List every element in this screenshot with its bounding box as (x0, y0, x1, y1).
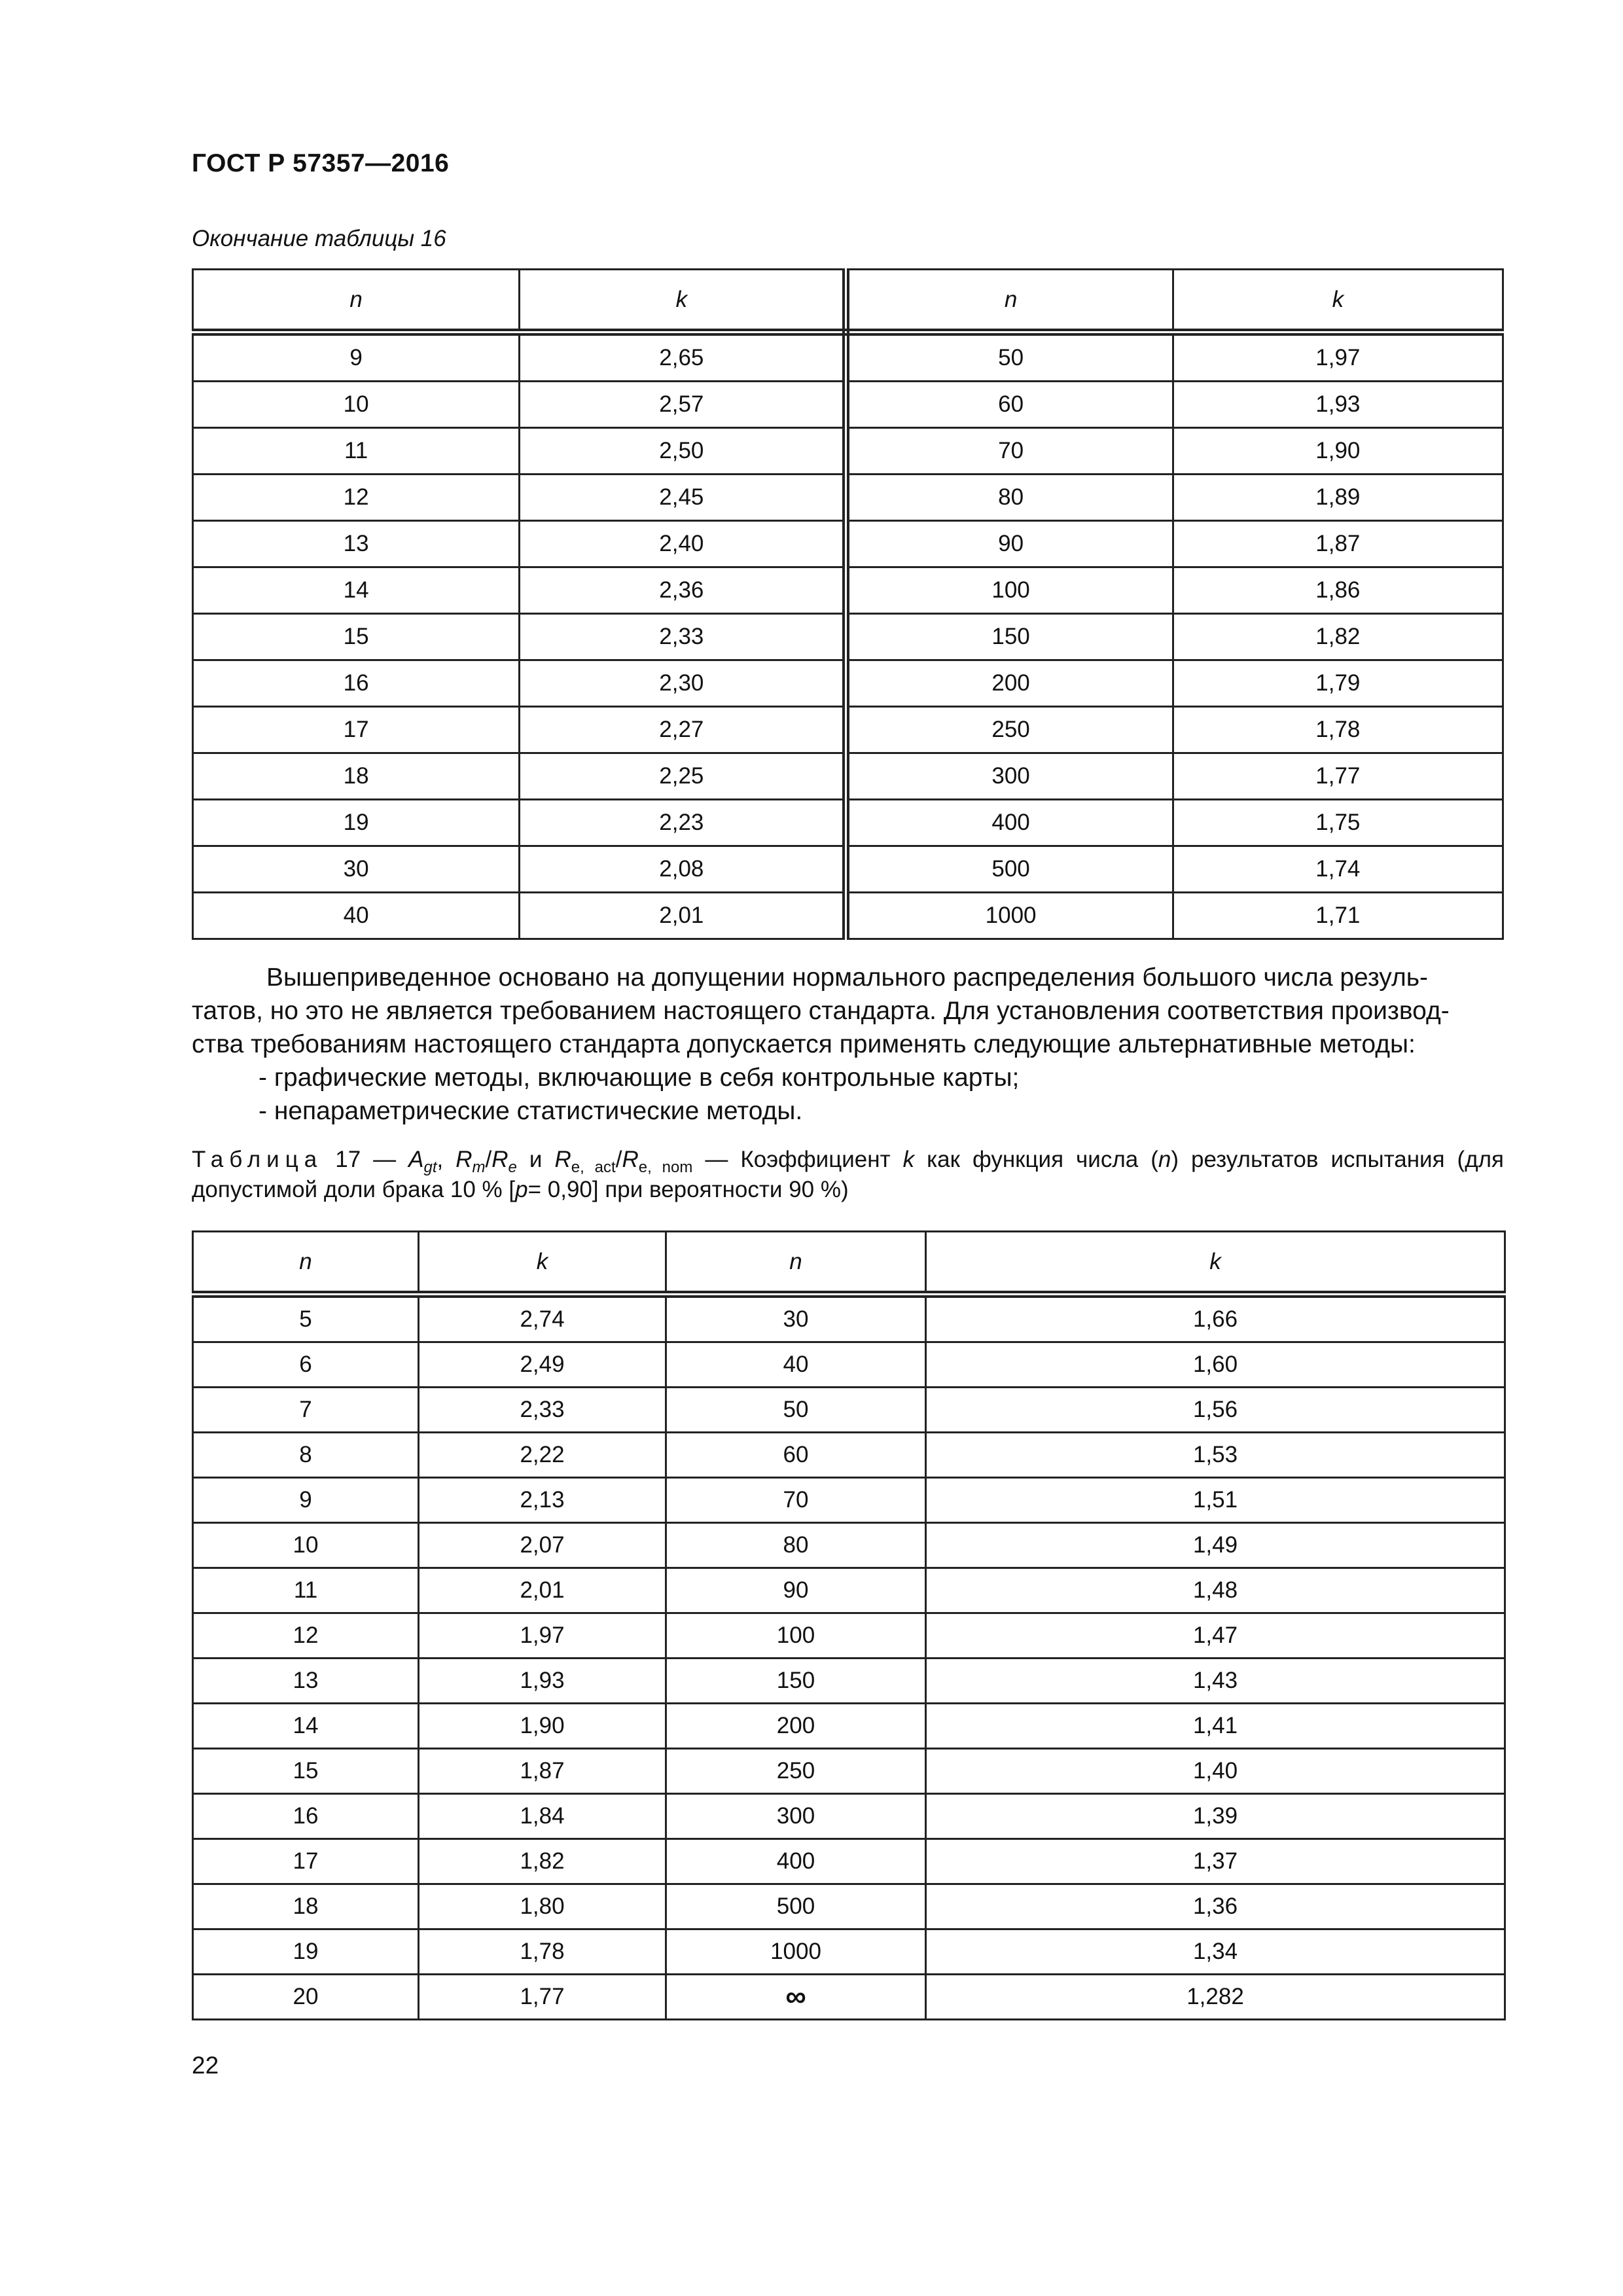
table-cell: 1,37 (926, 1839, 1505, 1884)
table-cell: 1,80 (419, 1884, 666, 1929)
table-row (193, 753, 1503, 800)
table-header-cell: k (520, 270, 846, 332)
table-cell: 2,33 (419, 1388, 666, 1433)
table-cell: 1,49 (926, 1523, 1505, 1568)
table-cell: 2,25 (520, 753, 846, 800)
table-cell: 1,47 (926, 1613, 1505, 1659)
table-cell: 1,97 (419, 1613, 666, 1659)
table-row (193, 707, 1503, 753)
table-cell: 2,07 (419, 1523, 666, 1568)
table-row (193, 1704, 1505, 1749)
table-cell: 15 (193, 1749, 419, 1794)
table-row (193, 382, 1503, 428)
symbol-sub-text: e, act (571, 1158, 616, 1176)
table-row (193, 614, 1503, 660)
table-cell: 8 (193, 1433, 419, 1478)
table-cell: 1,41 (926, 1704, 1505, 1749)
table-cell: 2,13 (419, 1478, 666, 1523)
table-cell: 12 (193, 1613, 419, 1659)
table-cell: 18 (193, 1884, 419, 1929)
table-cell: 1,89 (1173, 475, 1503, 521)
table-row (193, 1478, 1505, 1523)
table-cell: 1,84 (419, 1794, 666, 1839)
table-cell: 1,51 (926, 1478, 1505, 1523)
table-cell: 18 (193, 753, 520, 800)
table-header-cell: k (1173, 270, 1503, 332)
table-row (193, 1295, 1505, 1342)
caption-text: и (516, 1147, 555, 1172)
table-cell: 300 (846, 753, 1173, 800)
table-cell: 100 (846, 567, 1173, 614)
table-16 (192, 268, 1504, 940)
symbol-sub: m (472, 1158, 486, 1176)
table-cell: 1,86 (1173, 567, 1503, 614)
symbol-r: R (455, 1147, 473, 1172)
table-row (193, 893, 1503, 939)
page-number: 22 (192, 2052, 219, 2079)
table-17-caption (192, 1145, 1504, 1205)
table-16-caption: Окончание таблицы 16 (192, 226, 446, 251)
table-cell: ∞ (666, 1975, 926, 2020)
table-cell: 1,93 (419, 1659, 666, 1704)
table-cell: 1,74 (1173, 846, 1503, 893)
table-row (193, 1884, 1505, 1929)
table-cell: 14 (193, 1704, 419, 1749)
table-cell: 80 (666, 1523, 926, 1568)
table-row (193, 1794, 1505, 1839)
table-row (193, 475, 1503, 521)
symbol-a: A (408, 1147, 424, 1172)
symbol-r: R (491, 1147, 508, 1172)
table-cell: 1,82 (1173, 614, 1503, 660)
table-cell: 1,75 (1173, 800, 1503, 846)
table-row (193, 1433, 1505, 1478)
table-cell: 60 (666, 1433, 926, 1478)
table-cell: 500 (666, 1884, 926, 1929)
table-cell: 2,08 (520, 846, 846, 893)
symbol-n: n (1158, 1147, 1171, 1172)
table-cell: 1,93 (1173, 382, 1503, 428)
table-cell: 1,40 (926, 1749, 1505, 1794)
table-cell: 1,66 (926, 1295, 1505, 1342)
table-cell: 1,56 (926, 1388, 1505, 1433)
table-row (193, 1975, 1505, 2020)
table-cell: 40 (193, 893, 520, 939)
table-row (193, 1839, 1505, 1884)
table-cell: 70 (666, 1478, 926, 1523)
table-cell: 1,90 (419, 1704, 666, 1749)
table-header-cell: k (926, 1232, 1505, 1295)
table-cell: 100 (666, 1613, 926, 1659)
table-17 (192, 1230, 1506, 2020)
table-cell: 60 (846, 382, 1173, 428)
table-cell: 50 (666, 1388, 926, 1433)
table-cell: 1,43 (926, 1659, 1505, 1704)
table-cell: 16 (193, 660, 520, 707)
table-cell: 30 (193, 846, 520, 893)
table-cell: 1,48 (926, 1568, 1505, 1613)
caption-text: = 0,90] при вероятности 90 %) (527, 1177, 849, 1202)
table-cell: 1,39 (926, 1794, 1505, 1839)
symbol-sub: gt (423, 1158, 437, 1176)
table-row (193, 1659, 1505, 1704)
table-cell: 2,23 (520, 800, 846, 846)
symbol-k: k (902, 1147, 915, 1172)
table-cell: 2,40 (520, 521, 846, 567)
body-paragraph (192, 961, 1504, 1128)
table-cell: 2,49 (419, 1342, 666, 1388)
table-cell: 1,77 (1173, 753, 1503, 800)
caption-text: / (615, 1147, 622, 1172)
table-cell: 2,50 (520, 428, 846, 475)
table-cell: 1,90 (1173, 428, 1503, 475)
table-row (193, 332, 1503, 382)
table-cell: 13 (193, 521, 520, 567)
table-cell: 1,78 (419, 1929, 666, 1975)
table-cell: 2,65 (520, 332, 846, 382)
table-cell: 2,30 (520, 660, 846, 707)
symbol-sub (571, 1158, 616, 1176)
caption-number: 17 — (335, 1147, 409, 1172)
table-cell: 2,74 (419, 1295, 666, 1342)
table-cell: 1,97 (1173, 332, 1503, 382)
paragraph-line: Вышеприведенное основано на допущении нормального распределения большого числа резуль- (266, 963, 1429, 992)
table-cell: 10 (193, 1523, 419, 1568)
table-cell: 1,82 (419, 1839, 666, 1884)
table-header-cell: n (666, 1232, 926, 1295)
table-cell: 200 (666, 1704, 926, 1749)
table-cell: 400 (666, 1839, 926, 1884)
table-cell: 2,33 (520, 614, 846, 660)
table-cell: 150 (666, 1659, 926, 1704)
paragraph-line: ства требованиям настоящего стандарта допускается применять следующие альтернативные методы: (192, 1030, 1416, 1058)
table-cell: 2,22 (419, 1433, 666, 1478)
table-cell: 2,01 (419, 1568, 666, 1613)
table-cell: 70 (846, 428, 1173, 475)
table-cell: 2,27 (520, 707, 846, 753)
table-cell: 90 (666, 1568, 926, 1613)
table-header-cell: k (419, 1232, 666, 1295)
table-cell: 200 (846, 660, 1173, 707)
table-cell: 14 (193, 567, 520, 614)
table-cell: 19 (193, 800, 520, 846)
standard-header: ГОСТ Р 57357—2016 (192, 149, 450, 177)
table-cell: 2,45 (520, 475, 846, 521)
table-cell: 15 (193, 614, 520, 660)
caption-text: / (485, 1147, 492, 1172)
table-cell: 1000 (666, 1929, 926, 1975)
table-cell: 1,78 (1173, 707, 1503, 753)
table-row (193, 1523, 1505, 1568)
table-cell: 1000 (846, 893, 1173, 939)
table-cell: 50 (846, 332, 1173, 382)
table-row (193, 1388, 1505, 1433)
table-cell: 11 (193, 1568, 419, 1613)
table-cell: 17 (193, 1839, 419, 1884)
table-cell: 9 (193, 1478, 419, 1523)
table-row (193, 1929, 1505, 1975)
table-row (193, 1568, 1505, 1613)
table-cell: 250 (846, 707, 1173, 753)
table-cell: 11 (193, 428, 520, 475)
table-cell: 2,57 (520, 382, 846, 428)
table-header-cell: n (846, 270, 1173, 332)
caption-text: , (437, 1147, 456, 1172)
table-cell: 6 (193, 1342, 419, 1388)
symbol-sub (639, 1158, 693, 1176)
table-cell: 13 (193, 1659, 419, 1704)
table-row (193, 1342, 1505, 1388)
table-cell: 17 (193, 707, 520, 753)
table-cell: 1,87 (1173, 521, 1503, 567)
symbol-r: R (554, 1147, 571, 1172)
table-cell: 30 (666, 1295, 926, 1342)
table-row (193, 1749, 1505, 1794)
table-cell: 1,79 (1173, 660, 1503, 707)
symbol-p: p (515, 1177, 528, 1202)
table-cell: 9 (193, 332, 520, 382)
table-row (193, 800, 1503, 846)
table-cell: 10 (193, 382, 520, 428)
table-row (193, 567, 1503, 614)
table-cell: 250 (666, 1749, 926, 1794)
table-row (193, 846, 1503, 893)
table-row (193, 660, 1503, 707)
table-cell: 2,01 (520, 893, 846, 939)
table-cell: 1,53 (926, 1433, 1505, 1478)
table-cell: 1,71 (1173, 893, 1503, 939)
list-item: - непараметрические статистические методы. (259, 1097, 803, 1125)
symbol-sub: e (508, 1158, 517, 1176)
table-header-cell: n (193, 270, 520, 332)
caption-text: как функция числа ( (914, 1147, 1158, 1172)
table-cell: 500 (846, 846, 1173, 893)
table-cell: 7 (193, 1388, 419, 1433)
table-cell: 12 (193, 475, 520, 521)
list-item: - графические методы, включающие в себя контрольные карты; (259, 1064, 1020, 1092)
table-cell: 19 (193, 1929, 419, 1975)
table-cell: 1,60 (926, 1342, 1505, 1388)
caption-label: Таблица (192, 1147, 323, 1172)
table-cell: 5 (193, 1295, 419, 1342)
table-header-cell: n (193, 1232, 419, 1295)
table-cell: 90 (846, 521, 1173, 567)
table-17-header-row (193, 1232, 1505, 1295)
caption-text: ) результатов испытания (для допустимой доли брака 10 % [ (192, 1147, 1505, 1202)
table-row (193, 521, 1503, 567)
table-cell: 400 (846, 800, 1173, 846)
symbol-sub-text: e, nom (638, 1158, 693, 1176)
table-cell: 1,77 (419, 1975, 666, 2020)
table-cell: 2,36 (520, 567, 846, 614)
caption-text: — Коэффициент (692, 1147, 903, 1172)
table-row (193, 1613, 1505, 1659)
paragraph-line: татов, но это не является требованием настоящего стандарта. Для установления соответствия производ- (192, 997, 1450, 1025)
table-row (193, 428, 1503, 475)
table-cell: 40 (666, 1342, 926, 1388)
table-cell: 150 (846, 614, 1173, 660)
table-cell: 16 (193, 1794, 419, 1839)
symbol-r: R (622, 1147, 639, 1172)
table-cell: 1,282 (926, 1975, 1505, 2020)
table-cell: 80 (846, 475, 1173, 521)
table-cell: 1,36 (926, 1884, 1505, 1929)
table-16-header-row (193, 270, 1503, 332)
table-cell: 300 (666, 1794, 926, 1839)
table-cell: 1,34 (926, 1929, 1505, 1975)
table-cell: 1,87 (419, 1749, 666, 1794)
table-cell: 20 (193, 1975, 419, 2020)
